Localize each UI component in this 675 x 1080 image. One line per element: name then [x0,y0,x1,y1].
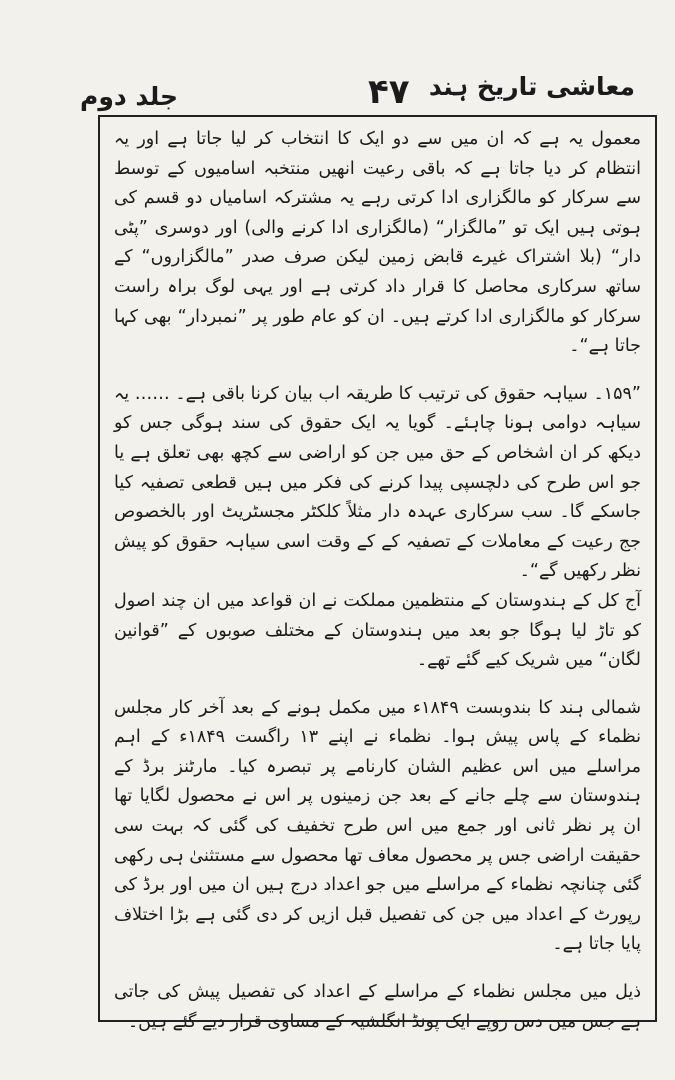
text-frame [98,115,657,1032]
paragraph-4: شمالی ہند کا بندوبست ۱۸۴۹ء میں مکمل ہونے کے بعد آخر کار مجلس نظماء کے پاس پیش ہوا۔ نظماء نے اپنے ۱۳ راگست ۱۸۴۹ء کے اہم مراسلے میں اس عظیم الشان کارنامے پر تبصرہ کیا۔ مارٹنز برڈ کے ہندوستان سے چلے جانے کے بعد جن زمینوں پر اس نے محصول لگایا تھا ان پر نظر ثانی اور جمع میں اس طرح تخفیف کی گئی کہ بہت سی حقیقت اراضی جس پر محصول معاف تھا محصول سے مستثنیٰ ہی رکھی گئی چنانچہ نظماء کے مراسلے میں جو اعداد درج ہیں ان میں اور برڈ کی رپورٹ کے اعداد میں جن کی تفصیل قبل ازیں کر دی گئی ہے بڑا اختلاف پایا جاتا ہے۔ [114,697,641,955]
paragraph-2: ”۱۵۹۔ سیاہہ حقوق کی ترتیب کا طریقہ اب بیان کرنا باقی ہے۔ …… یہ سیاہہ دوامی ہونا چاہئے۔ گویا یہ ایک حقوق کی سند ہوگی جس کو دیکھ کر ان اشخاص کے حق میں جن کو اراضی سے کچھ بھی تعلق ہے یا جو اس طرح کی دلچسپی پیدا کرنے کی فکر میں ہیں قطعی تصفیہ کیا جاسکے گا۔ سب سرکاری عہدہ دار مثلاً کلکٹر مجسٹریٹ اور بالخصوص جج رعیت کے معاملات کے تصفیہ کے کے وقت اسی سیاہہ حقوق کو پیش نظر رکھیں گے“۔ [114,383,641,582]
paragraph-5: ذیل میں مجلس نظماء کے مراسلے کے اعداد کی تفصیل پیش کی جاتی ہے جس میں دس روپے ایک پونڈ انگلشیہ کے مساوی قرار دیے گئے ہیں۔ [114,982,641,1032]
body-text [114,125,641,1032]
paragraph-1: معمول یہ ہے کہ ان میں سے دو ایک کا انتخاب کر لیا جاتا ہے اور یہ انتظام کر دیا جاتا ہے کہ باقی رعیت انھیں منتخبہ اسامیوں کے توسط سے سرکار کو مالگزاری ادا کرتی رہے یہ مشترکہ اسامیاں دو قسم کی ہوتی ہیں ایک تو ”مالگزار“ (مالگزاری ادا کرنے والی) اور دوسری ”پٹی دار“ (بلا اشتراک غیرے قابض زمین لیکن صرف صدر ”مالگزاروں“ کے ساتھ سرکاری محاصل کا قرار داد کرتی ہے اور یہی لوگ براہ راست سرکار کو مالگزاری ادا کرتے ہیں۔ ان کو عام طور پر ”نمبردار“ بھی کہا جاتا ہے“۔ [114,129,641,357]
paragraph-3: آج کل کے ہندوستان کے منتظمین مملکت نے ان قواعد میں ان چند اصول کو تاڑ لیا ہوگا جو بعد میں ہندوستان کے مختلف صوبوں کے ”قوانین لگان“ میں شریک کیے گئے تھے۔ [114,590,641,671]
page-header [60,62,645,110]
page-number: ۴۷ [368,72,410,112]
volume-label: جلد دوم [80,82,179,111]
book-title: معاشی تاریخ ہند [428,72,635,101]
